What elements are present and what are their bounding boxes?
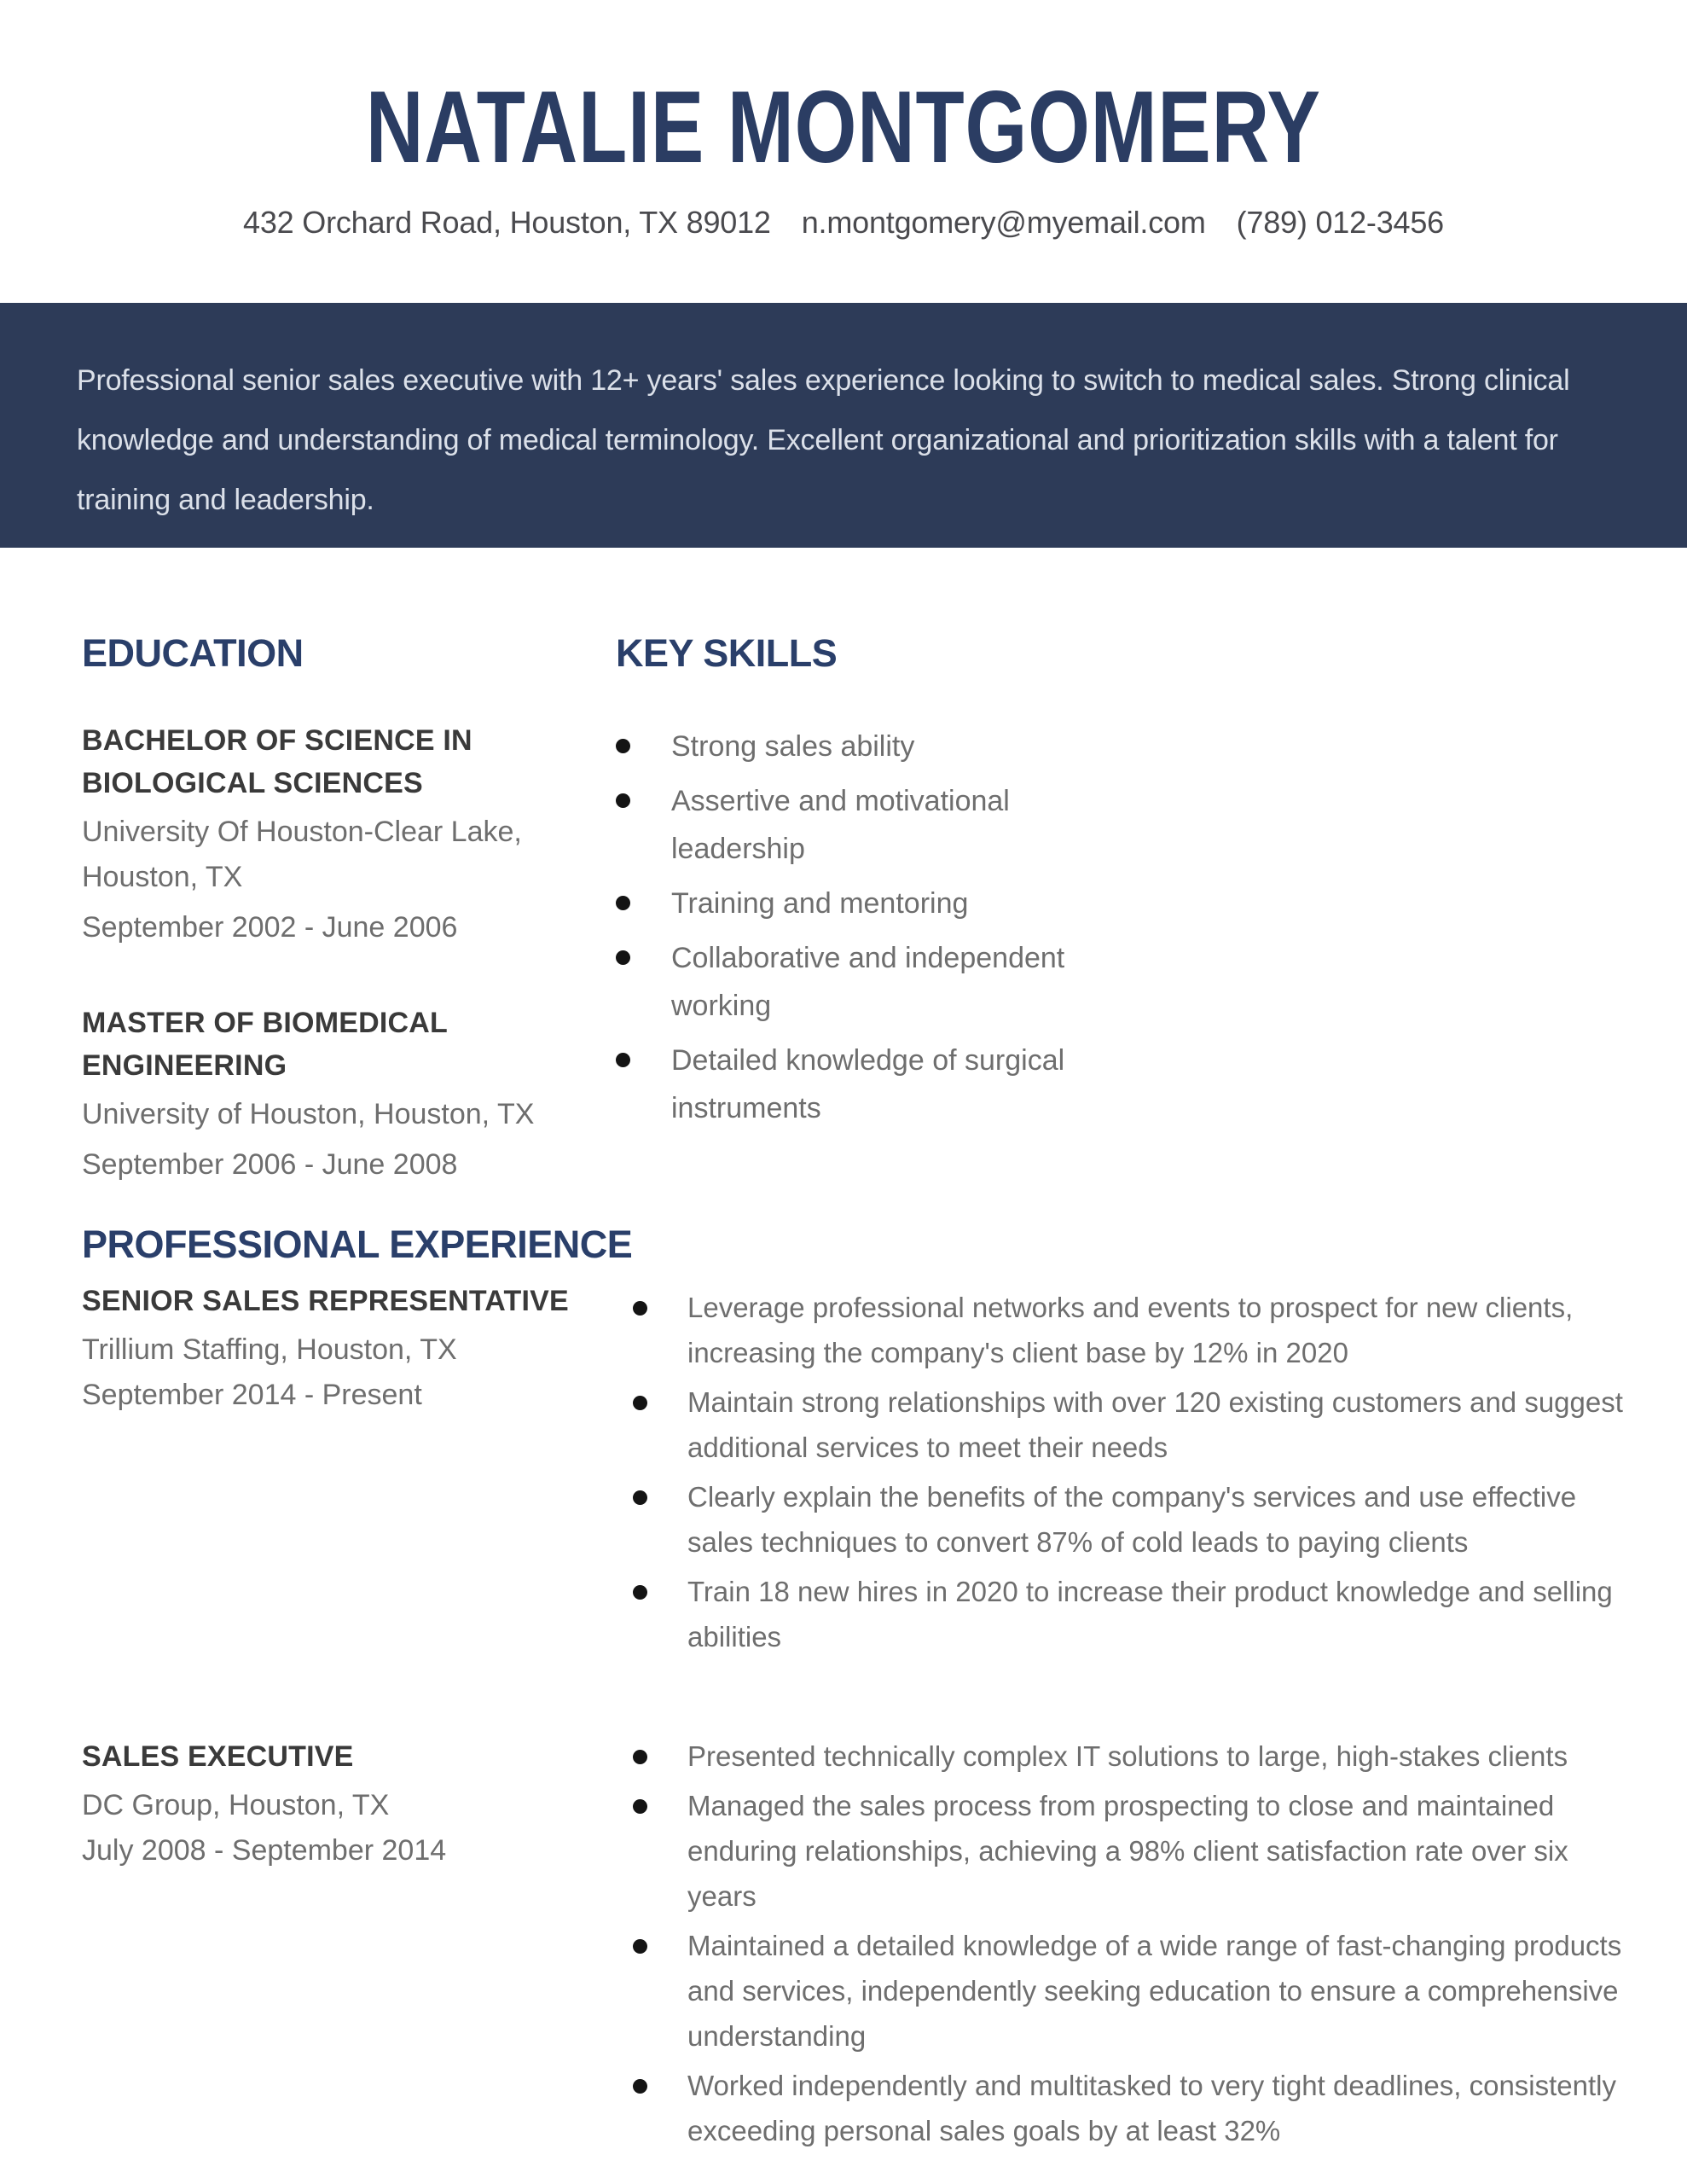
school-name: University of Houston, Houston, TX xyxy=(82,1098,535,1130)
bullet-icon xyxy=(633,1799,647,1814)
education-item xyxy=(82,1002,559,1188)
bullet-text: Presented technically complex IT solutions to large, high-stakes clients xyxy=(687,1740,1568,1772)
summary-banner xyxy=(0,303,1687,548)
contact-line xyxy=(0,205,1687,241)
skill-text: Detailed knowledge of surgical instruments xyxy=(671,1044,1065,1124)
contact-phone: (789) 012-3456 xyxy=(1236,205,1444,240)
job-dates: September 2014 - Present xyxy=(82,1379,422,1411)
job-company: DC Group, Houston, TX xyxy=(82,1789,390,1821)
key-skills-section xyxy=(616,632,1093,1139)
degree-title: BACHELOR OF SCIENCE IN BIOLOGICAL SCIENCES xyxy=(82,724,472,799)
bullet-text: Maintain strong relationships with over 120 existing customers and suggest additional services to meet their needs xyxy=(687,1386,1623,1463)
education-dates: September 2002 - June 2006 xyxy=(82,911,458,944)
skill-item xyxy=(616,1037,1093,1132)
bullet-icon xyxy=(616,739,630,753)
job-title: SENIOR SALES REPRESENTATIVE xyxy=(82,1285,569,1317)
bullet-icon xyxy=(633,1939,647,1954)
key-skills-heading: KEY SKILLS xyxy=(616,631,838,675)
bullet-text: Leverage professional networks and events to prospect for new clients, increasing the company's client base by 12% in 2020 xyxy=(687,1292,1574,1368)
skill-item xyxy=(616,723,1093,770)
job-bullet xyxy=(633,1734,1638,1779)
education-item xyxy=(82,719,559,950)
skill-item xyxy=(616,880,1093,927)
job-bullet xyxy=(633,1569,1638,1659)
bullet-text: Managed the sales process from prospecting to close and maintained enduring relationships, achieving a 98% client satisfaction rate over six years xyxy=(687,1790,1568,1912)
bullet-icon xyxy=(633,1750,647,1764)
experience-heading: PROFESSIONAL EXPERIENCE xyxy=(82,1223,633,1266)
page-title: NATALIE MONTGOMERY xyxy=(366,70,1321,184)
contact-email: n.montgomery@myemail.com xyxy=(801,205,1206,240)
header xyxy=(0,70,1687,184)
school-name: University Of Houston-Clear Lake, Houston, TX xyxy=(82,816,522,893)
bullet-icon xyxy=(616,950,630,965)
job-company: Trillium Staffing, Houston, TX xyxy=(82,1333,457,1366)
bullet-icon xyxy=(633,2079,647,2094)
job-bullet xyxy=(633,2063,1638,2153)
key-skills-list xyxy=(616,723,1093,1132)
skill-text: Strong sales ability xyxy=(671,730,915,763)
job-bullet xyxy=(633,1474,1638,1565)
skill-item xyxy=(616,777,1093,873)
experience-section-heading-wrap xyxy=(82,1223,632,1266)
education-section xyxy=(82,632,559,1188)
contact-address: 432 Orchard Road, Houston, TX 89012 xyxy=(243,205,771,240)
skill-text: Training and mentoring xyxy=(671,887,969,920)
job-bullet xyxy=(633,1783,1638,1919)
bullet-icon xyxy=(616,1053,630,1067)
job-title: SALES EXECUTIVE xyxy=(82,1740,354,1773)
job-bullet xyxy=(633,1923,1638,2059)
bullet-text: Clearly explain the benefits of the company's services and use effective sales techniques to convert 87% of cold leads to paying clients xyxy=(687,1481,1577,1558)
bullet-icon xyxy=(633,1490,647,1505)
skill-item xyxy=(616,934,1093,1030)
bullet-text: Worked independently and multitasked to very tight deadlines, consistently exceeding personal sales goals by at least 32% xyxy=(687,2070,1617,2146)
skill-text: Assertive and motivational leadership xyxy=(671,785,1010,865)
job-bullet-list xyxy=(633,1734,1638,2158)
job-header xyxy=(82,1737,628,1873)
bullet-icon xyxy=(633,1301,647,1316)
bullet-icon xyxy=(616,896,630,910)
degree-title: MASTER OF BIOMEDICAL ENGINEERING xyxy=(82,1007,448,1082)
job-dates: July 2008 - September 2014 xyxy=(82,1834,447,1867)
skill-text: Collaborative and independent working xyxy=(671,942,1065,1022)
bullet-icon xyxy=(616,793,630,808)
job-header xyxy=(82,1281,628,1418)
education-heading: EDUCATION xyxy=(82,631,304,675)
education-dates: September 2006 - June 2008 xyxy=(82,1148,458,1181)
job-bullet-list xyxy=(633,1285,1638,1664)
job-bullet xyxy=(633,1380,1638,1470)
summary-text: Professional senior sales executive with 12+ years' sales experience looking to switch to medical sales. Strong clinical knowledge and understanding of medical terminology. Excellent organizational and prioritization skills with a talent for training and leadership. xyxy=(77,364,1570,516)
bullet-text: Train 18 new hires in 2020 to increase their product knowledge and selling abilities xyxy=(687,1576,1613,1653)
bullet-icon xyxy=(633,1396,647,1410)
bullet-text: Maintained a detailed knowledge of a wide range of fast-changing products and services, independently seeking education to ensure a comprehensive understanding xyxy=(687,1930,1622,2052)
bullet-icon xyxy=(633,1585,647,1600)
job-bullet xyxy=(633,1285,1638,1375)
